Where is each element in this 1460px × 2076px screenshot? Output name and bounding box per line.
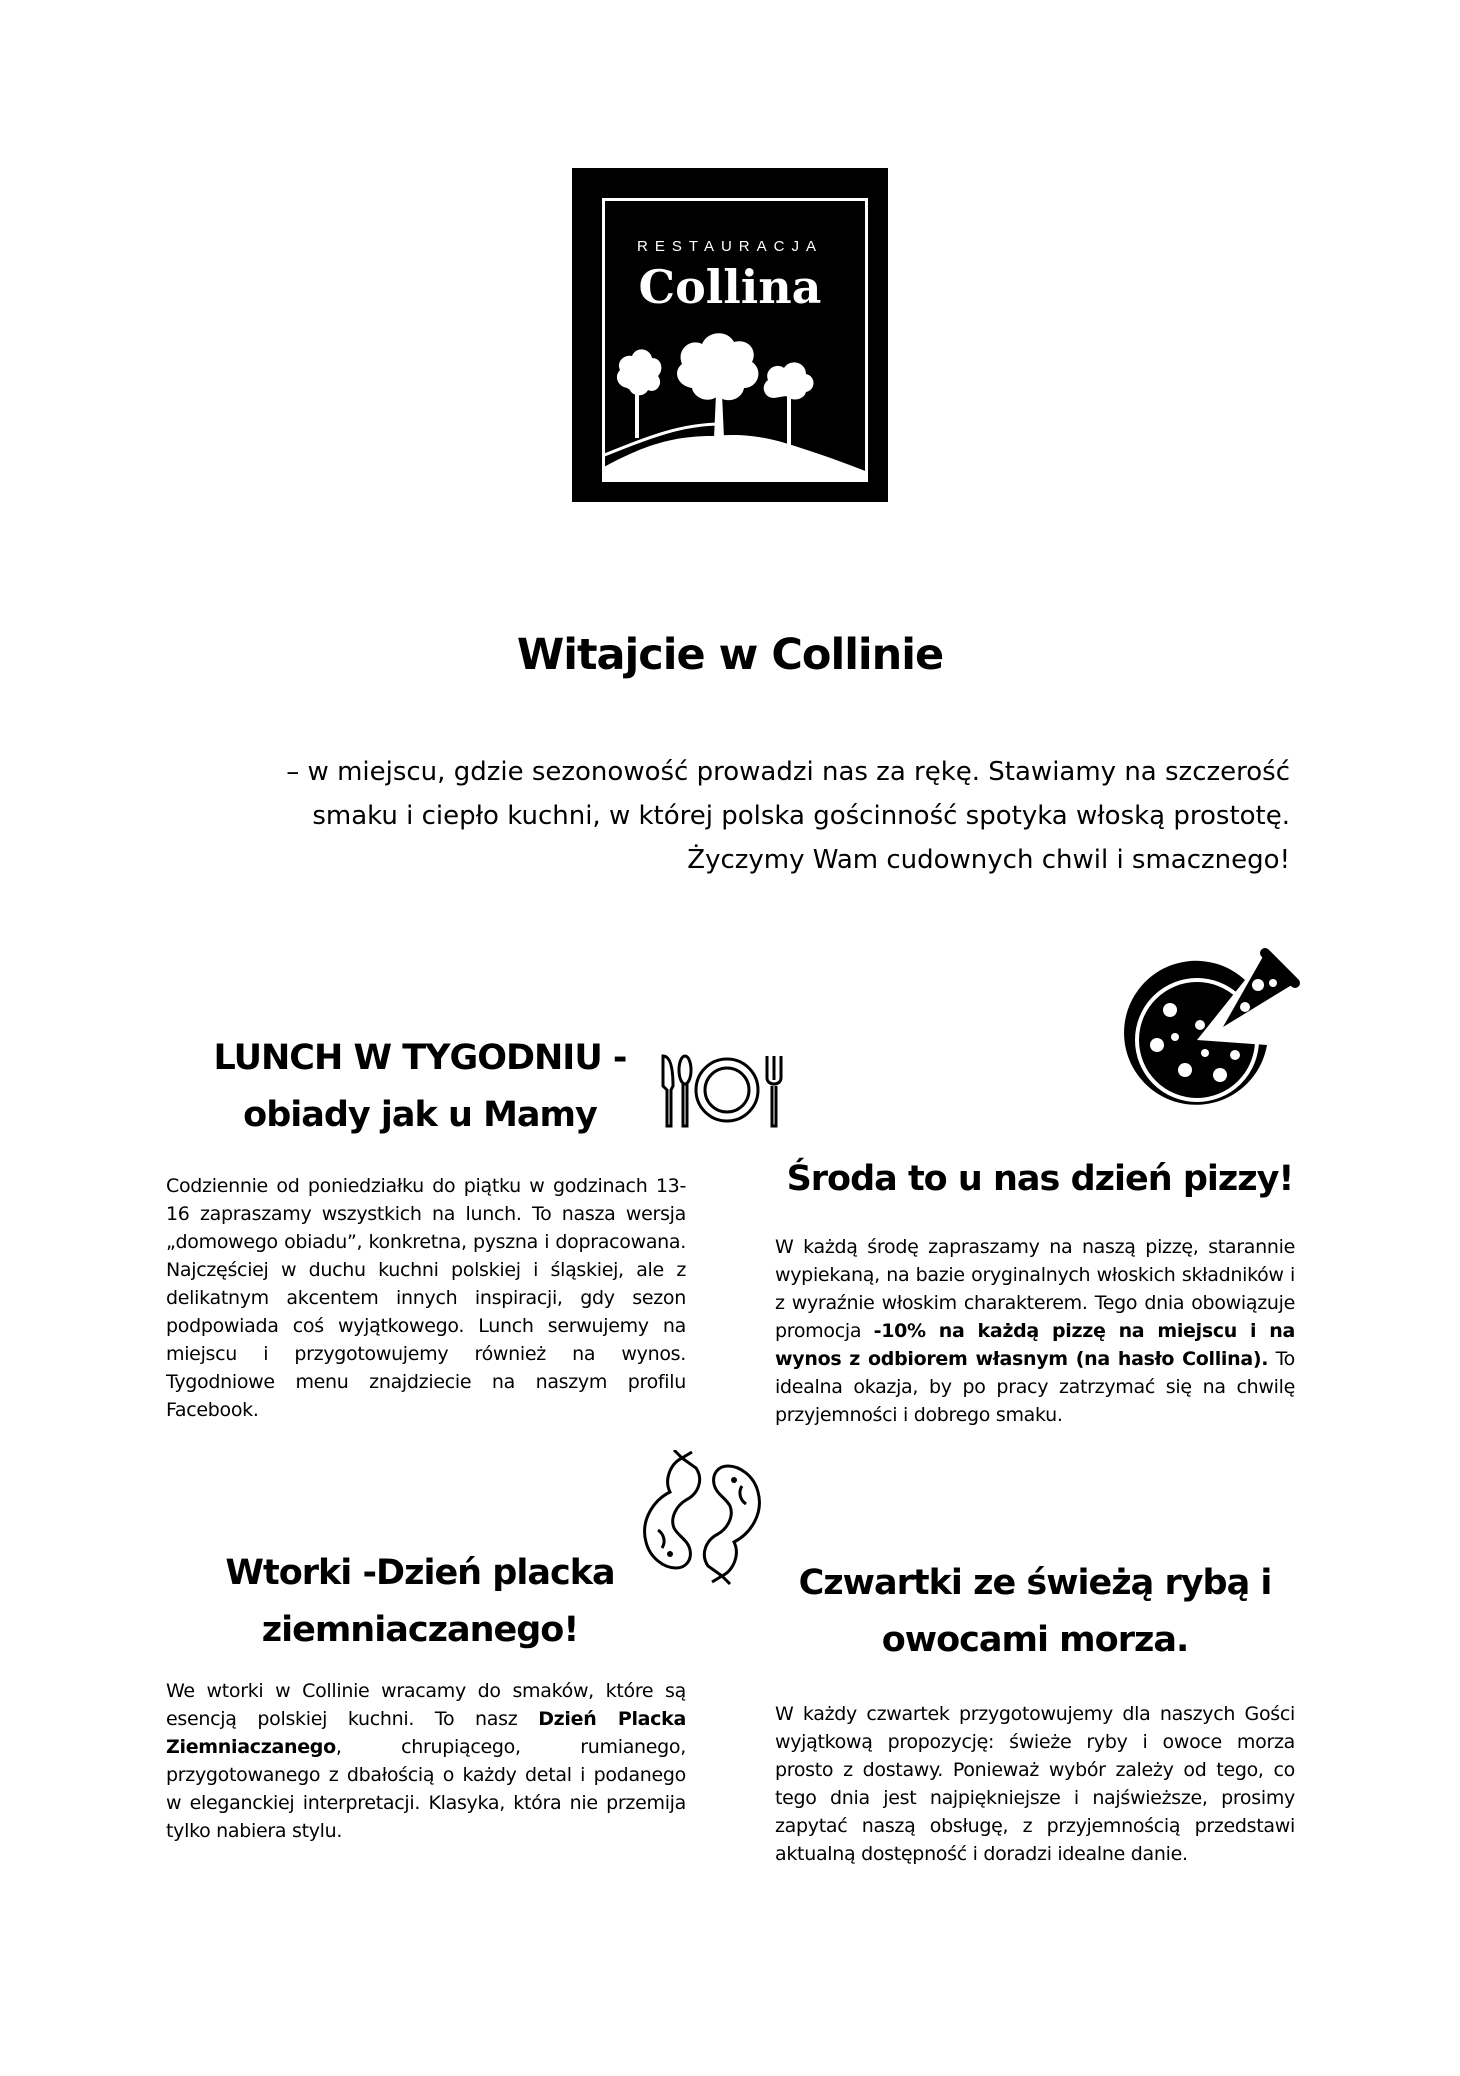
logo-subtitle: RESTAURACJA (637, 238, 823, 255)
lunch-heading-line: obiady jak u Mamy (243, 1095, 597, 1135)
lunch-heading (160, 1030, 680, 1144)
czwartki-heading-line: Czwartki ze świeżą rybą i (798, 1563, 1272, 1603)
pizza-promo-text: -10% na każdą pizzę na miejscu i na wynos z odbiorem własnym (na hasło Collina). (775, 1320, 1295, 1370)
wtorki-text (166, 1677, 686, 1845)
wtorki-heading (160, 1545, 680, 1659)
pizza-text-part: W każdą środę zapraszamy na naszą pizzę, starannie wypiekaną, na bazie oryginalnych włoskich składników i z wyraźnie włoskim charakterem. Tego dnia obowiązuje promocja (775, 1236, 1295, 1342)
czwartki-text: W każdy czwartek przygotowujemy dla naszych Gości wyjątkową propozycję: świeże ryby i owoce morza prosto z dostawy. Ponieważ wybór zależy od tego, co tego dnia jest najpiękniejsze i najświeższe, prosimy zapytać naszą obsługę, z przyjemnością przedstawi aktualną dostępność i doradzi idealne danie. (775, 1703, 1295, 1865)
wtorki-bold-text: Dzień Placka Ziemniaczanego (166, 1708, 686, 1758)
page-title: Witajcie w Collinie (516, 630, 944, 680)
intro-line: – w miejscu, gdzie sezonowość prowadzi nas za rękę. Stawiamy na szczerość (286, 757, 1290, 787)
wtorki-heading-line: Wtorki -Dzień placka (225, 1553, 615, 1593)
wtorki-text-part: We wtorki w Collinie wracamy do smaków, które są esencją polskiej kuchni. To nasz (166, 1680, 686, 1730)
pizza-text (775, 1233, 1295, 1429)
intro-line: Życzymy Wam cudownych chwil i smacznego! (687, 845, 1290, 875)
logo-name: Collina (638, 260, 822, 314)
czwartki-heading-line: owocami morza. (881, 1620, 1189, 1660)
lunch-heading-line: LUNCH W TYGODNIU - (213, 1038, 627, 1078)
pizza-text-part: To idealna okazja, by po pracy zatrzymać się na chwilę przyjemności i dobrego smaku. (775, 1348, 1295, 1426)
pizza-heading: Środa to u nas dzień pizzy! (786, 1159, 1294, 1199)
trees-hill-icon (602, 328, 868, 482)
restaurant-logo (572, 168, 888, 502)
czwartki-heading (770, 1555, 1300, 1669)
pizza-icon (1115, 945, 1300, 1120)
intro-text (160, 750, 1290, 882)
intro-line: smaku i ciepło kuchni, w której polska gościnność spotyka włoską prostotę. (312, 801, 1290, 831)
lunch-text: Codziennie od poniedziałku do piątku w godzinach 13-16 zapraszamy wszystkich na lunch. To nasza wersja „domowego obiadu”, konkretna, pyszna i dopracowana. Najczęściej w duchu kuchni polskiej i śląskiej, ale z delikatnym akcentem innych inspiracji, gdy sezon podpowiada coś wyjątkowego. Lunch serwujemy na miejscu i przygotowujemy również na wynos. Tygodniowe menu znajdziecie na naszym profilu Facebook. (166, 1175, 686, 1421)
wtorki-heading-line: ziemniaczanego! (261, 1610, 579, 1650)
wtorki-text-part: , chrupiącego, rumianego, przygotowanego z dbałością o każdy detal i podanego w eleganckiej interpretacji. Klasyka, która nie przemija tylko nabiera stylu. (166, 1736, 686, 1842)
plate-cutlery-icon (655, 1050, 795, 1132)
